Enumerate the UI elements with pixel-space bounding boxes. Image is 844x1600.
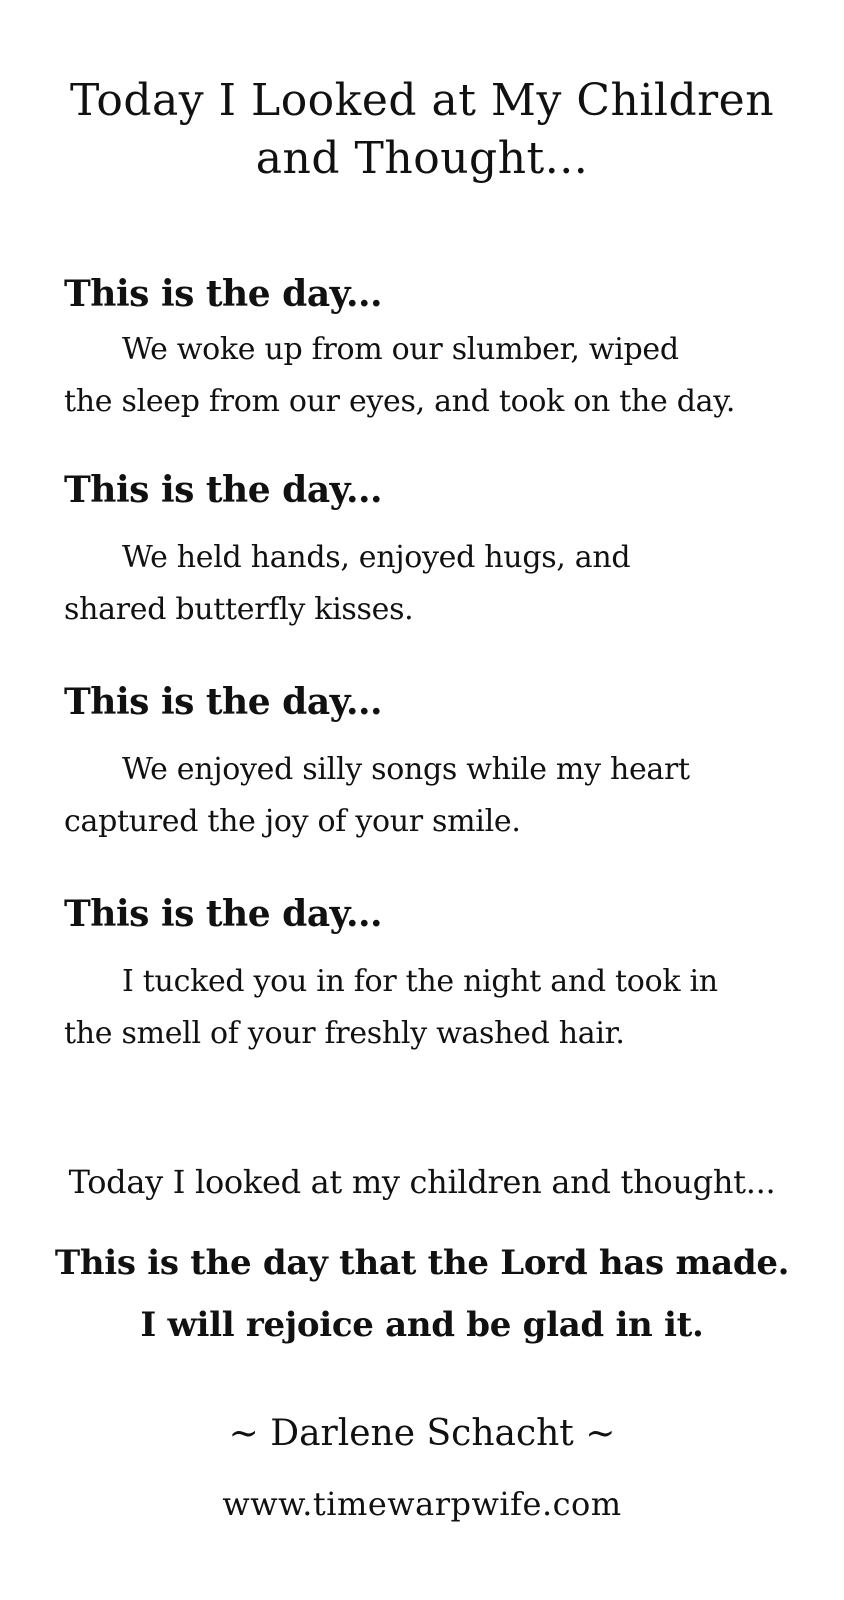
verse-line-1: We woke up from our slumber, wiped bbox=[122, 332, 679, 367]
verse-line-1: We enjoyed silly songs while my heart bbox=[122, 752, 690, 787]
verse-line-1: We held hands, enjoyed hugs, and bbox=[122, 540, 631, 575]
closing-line-2: I will rejoice and be glad in it. bbox=[140, 1305, 704, 1345]
website-link[interactable]: www.timewarpwife.com bbox=[222, 1485, 622, 1523]
poem-title-line-1: Today I Looked at My Children bbox=[69, 75, 775, 126]
verse-line-1: I tucked you in for the night and took in bbox=[122, 964, 718, 999]
stanza-verse bbox=[64, 956, 784, 1060]
stanza-verse bbox=[64, 324, 784, 428]
stanza-heading: This is the day... bbox=[64, 273, 383, 315]
verse-line-2: captured the joy of your smile. bbox=[64, 804, 521, 839]
verse-line-2: shared butterfly kisses. bbox=[64, 592, 414, 627]
poem-title-line-2: and Thought... bbox=[255, 133, 589, 184]
stanza-2 bbox=[64, 468, 784, 636]
stanza-verse bbox=[64, 744, 784, 848]
stanza-verse bbox=[64, 532, 784, 636]
verse-line-2: the sleep from our eyes, and took on the day. bbox=[64, 384, 736, 419]
closing-verse bbox=[40, 1232, 804, 1356]
verse-line-2: the smell of your freshly washed hair. bbox=[64, 1016, 625, 1051]
stanza-heading: This is the day... bbox=[64, 469, 383, 511]
reflection-line: Today I looked at my children and thought... bbox=[68, 1163, 776, 1201]
author-signature: ~ Darlene Schacht ~ bbox=[228, 1413, 616, 1454]
stanza-heading: This is the day... bbox=[64, 681, 383, 723]
poem-title bbox=[40, 72, 804, 188]
closing-line-1: This is the day that the Lord has made. bbox=[54, 1243, 790, 1283]
stanza-3 bbox=[64, 680, 784, 848]
stanza-heading: This is the day... bbox=[64, 893, 383, 935]
stanza-4 bbox=[64, 892, 784, 1060]
stanza-1 bbox=[64, 272, 784, 428]
